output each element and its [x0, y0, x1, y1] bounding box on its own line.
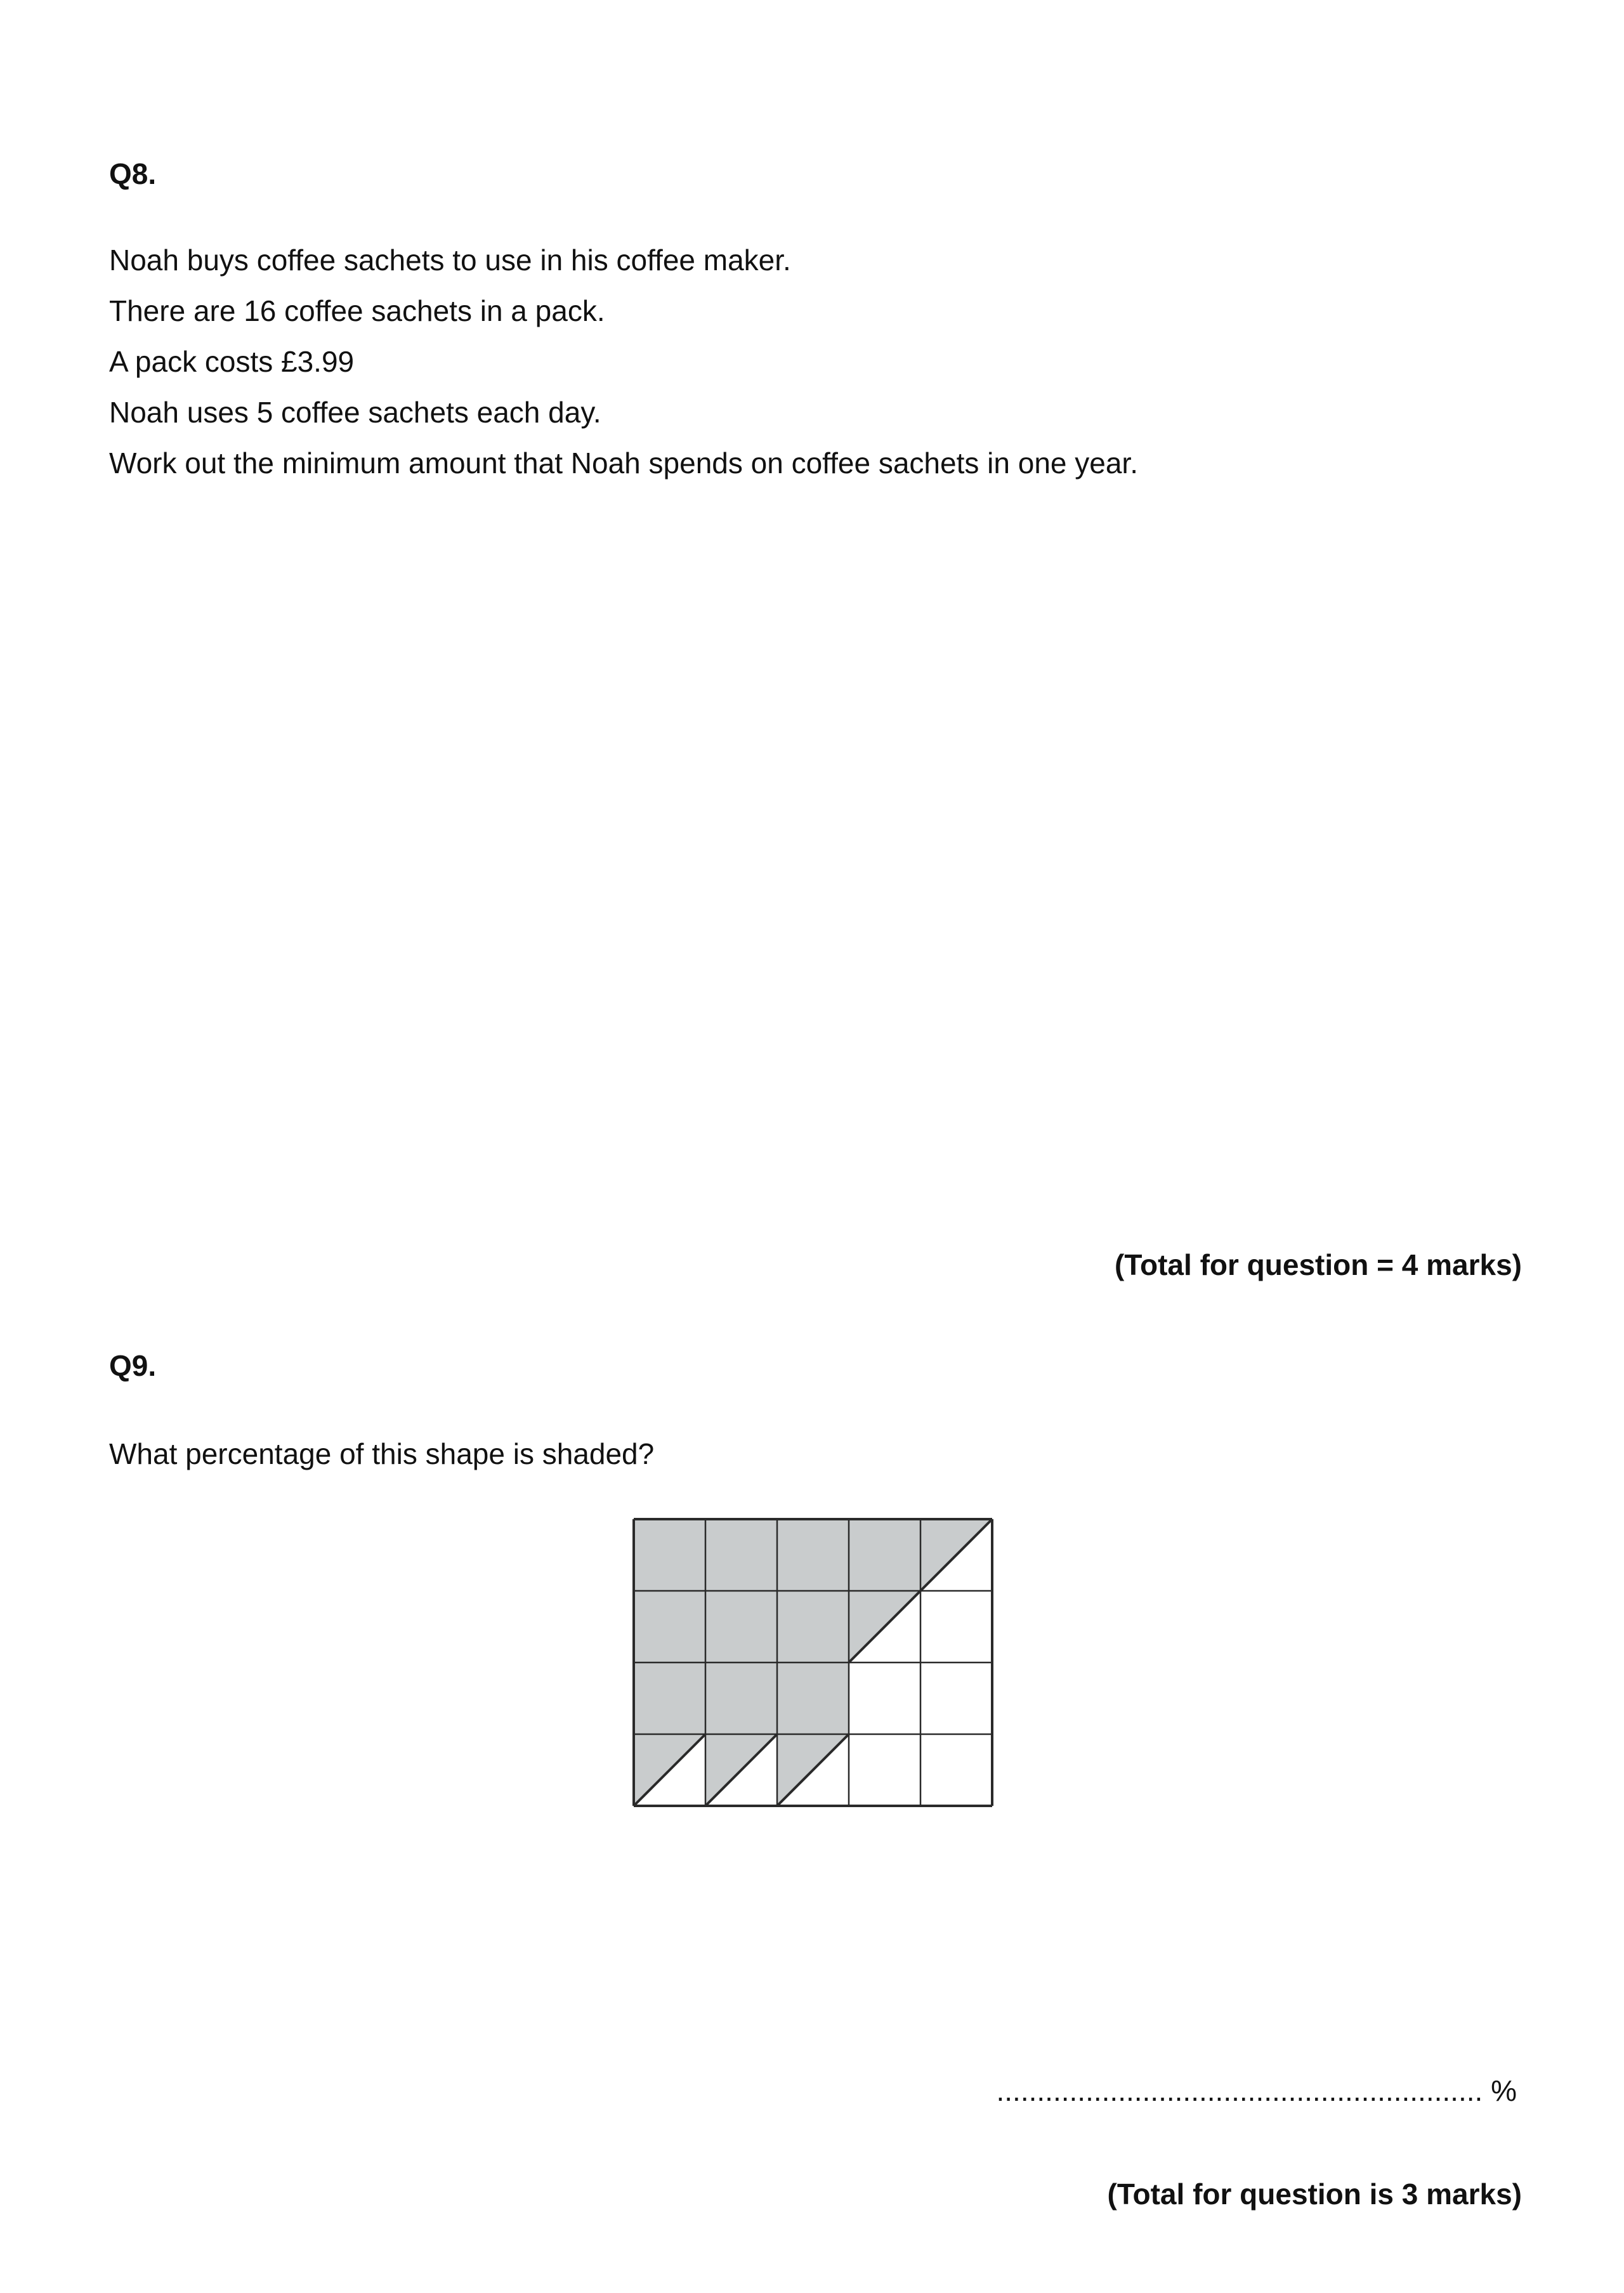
answer-unit: % — [1491, 2074, 1517, 2107]
q8-line-3: A pack costs £3.99 — [109, 345, 355, 378]
answer-dots: ............................................................ — [996, 2074, 1483, 2107]
q8-line-2: There are 16 coffee sachets in a pack. — [109, 294, 605, 327]
q9-answer-line[interactable] — [996, 2073, 1517, 2108]
q8-label: Q8. — [109, 157, 157, 190]
q8-line-1: Noah buys coffee sachets to use in his coffee maker. — [109, 244, 791, 277]
q8-line-5: Work out the minimum amount that Noah spends on coffee sachets in one year. — [109, 447, 1138, 480]
q8-line-4: Noah uses 5 coffee sachets each day. — [109, 396, 601, 429]
q9-total-marks: (Total for question is 3 marks) — [1107, 2178, 1522, 2211]
q8-total-marks: (Total for question = 4 marks) — [1115, 1248, 1522, 1281]
q9-question: What percentage of this shape is shaded? — [109, 1437, 655, 1470]
q9-label: Q9. — [109, 1349, 157, 1382]
shaded-grid-shape — [632, 1517, 995, 1809]
